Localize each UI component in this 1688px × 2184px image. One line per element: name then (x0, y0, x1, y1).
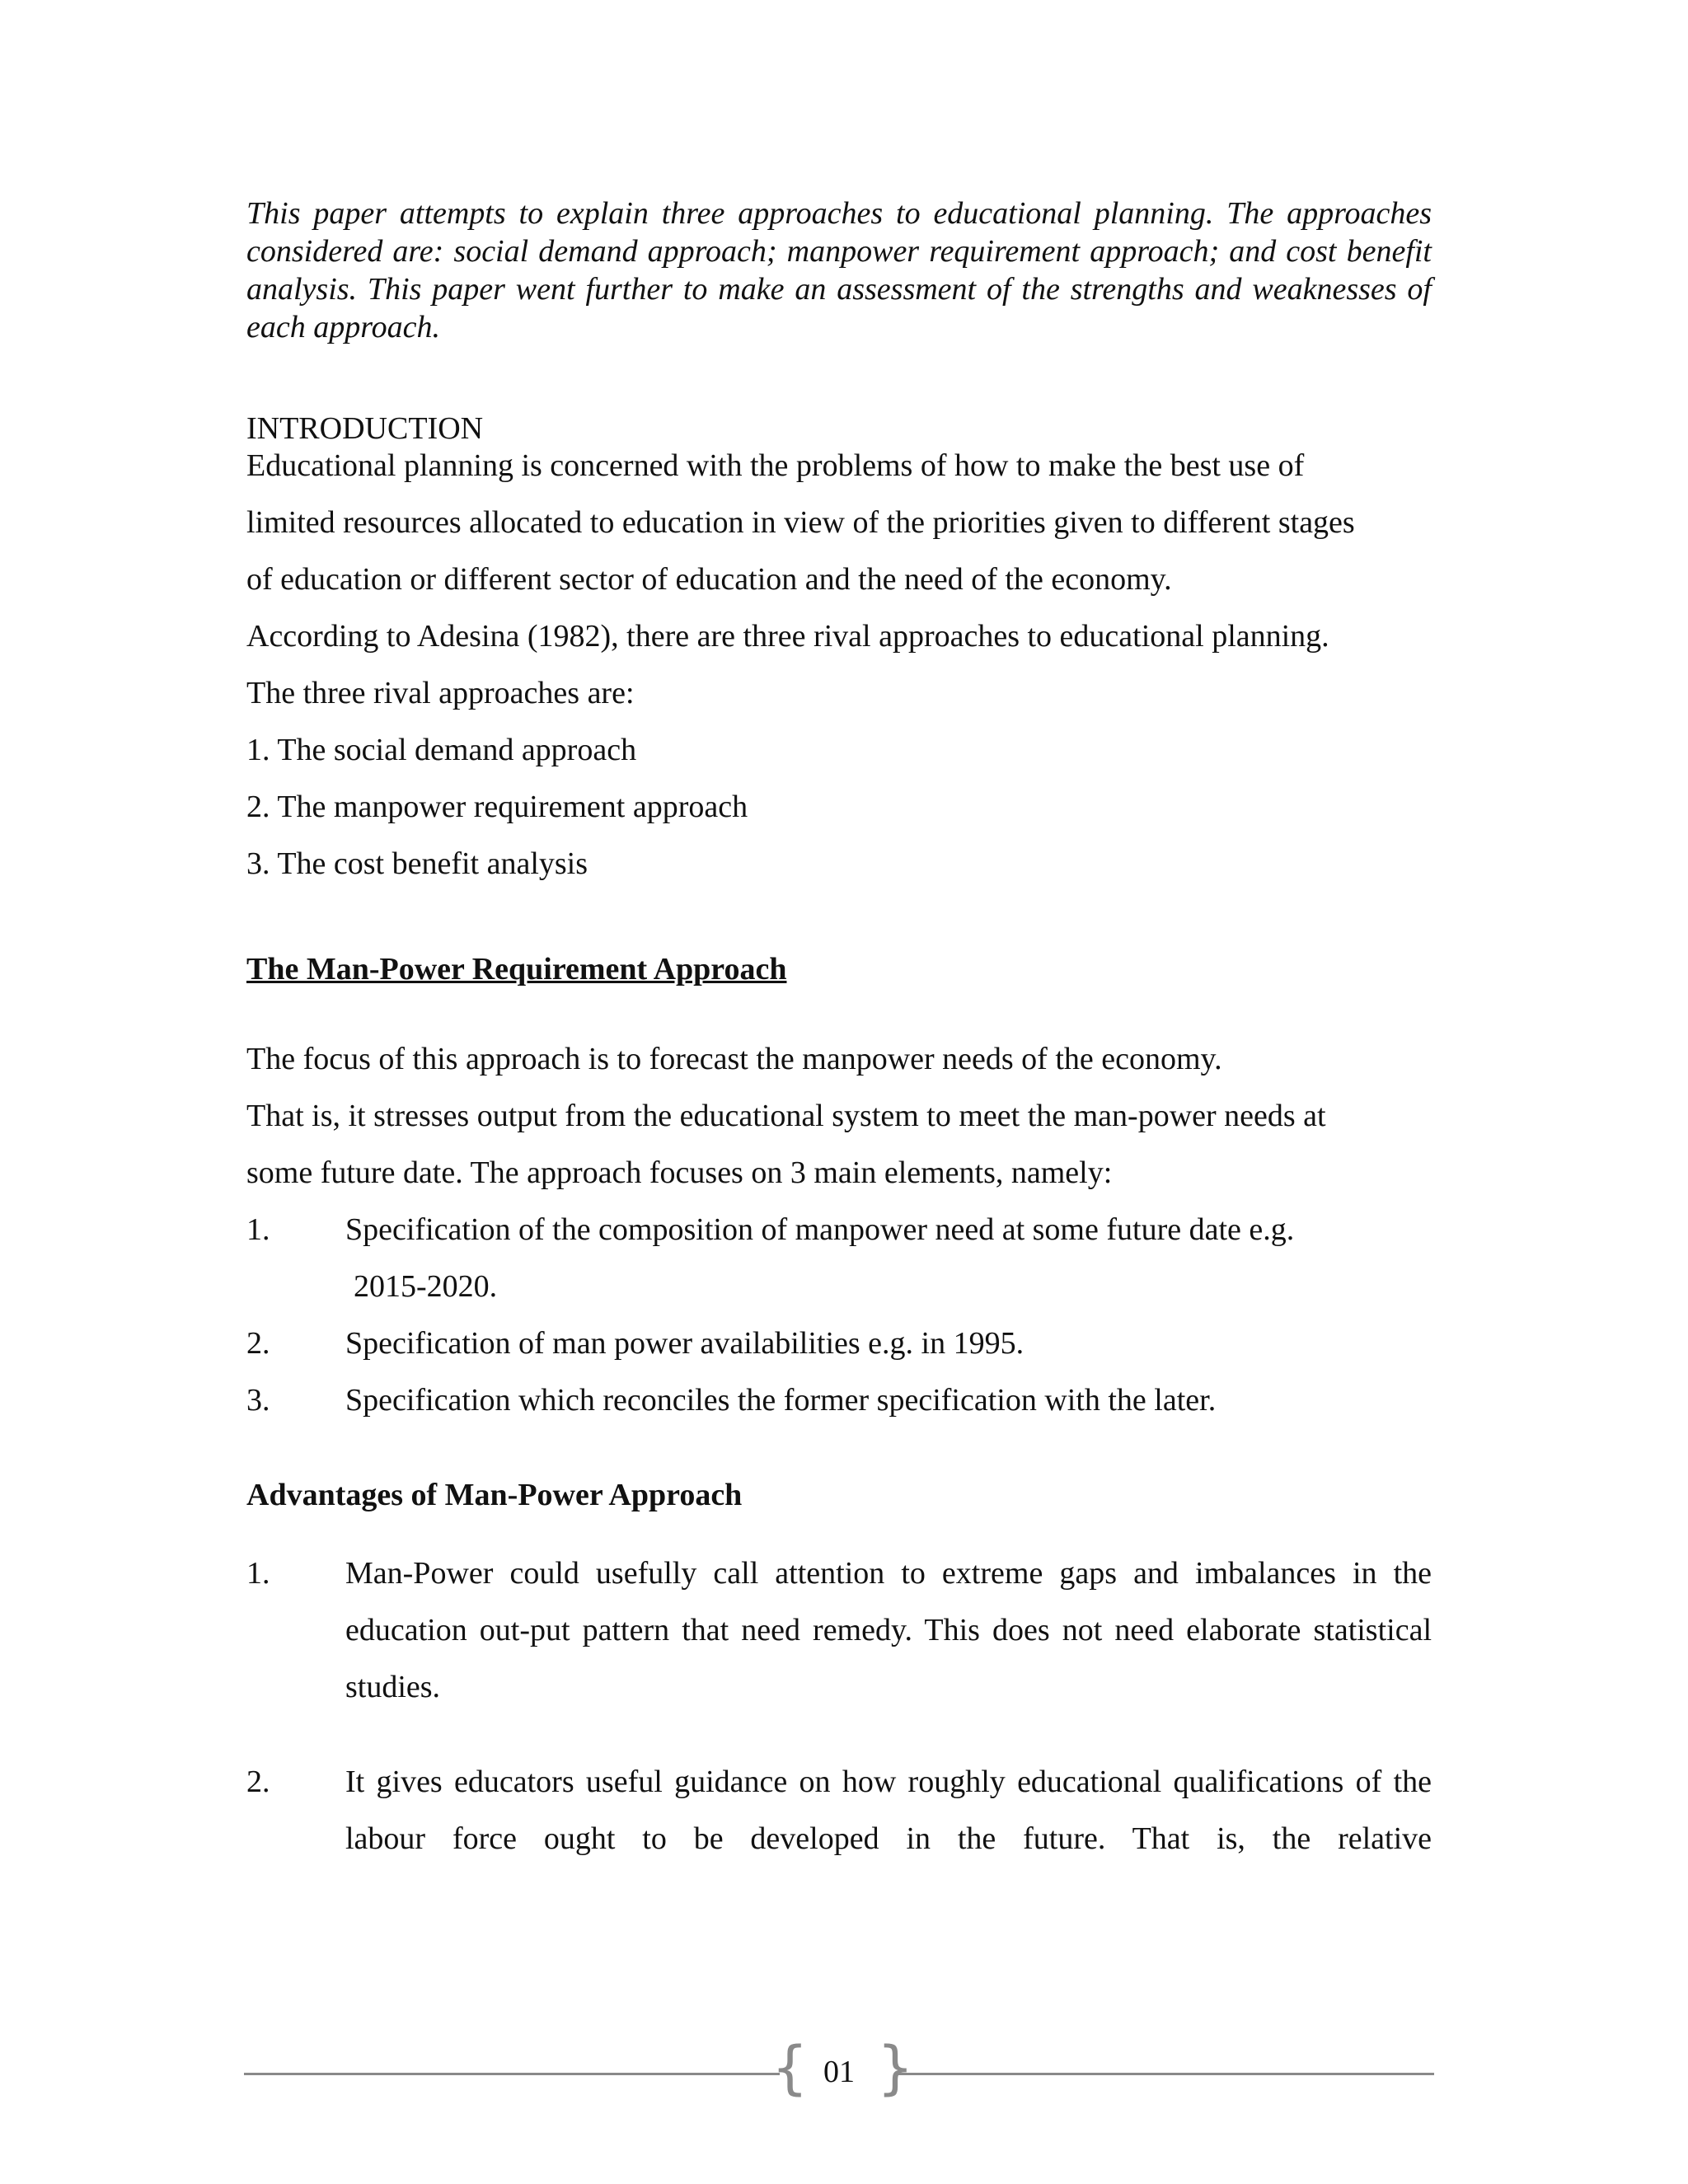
list-text: Specification of the composition of manpower need at some future date e.g. (345, 1212, 1295, 1247)
footer-rule-left (244, 2073, 780, 2075)
advantages-list (246, 1545, 1432, 1868)
document-page (246, 194, 1432, 1868)
list-item (246, 1372, 1432, 1429)
list-item (246, 1315, 1432, 1372)
manpower-section-intro (246, 1031, 1432, 1202)
introduction-line: of education or different sector of education and the need of the economy. (246, 562, 1172, 597)
manpower-intro-line: The focus of this approach is to forecast the manpower needs of the economy. (246, 1042, 1222, 1076)
manpower-intro-line: some future date. The approach focuses on 3 main elements, namely: (246, 1155, 1113, 1190)
introduction-heading: INTRODUCTION (246, 411, 484, 446)
approach-list-item: 1. The social demand approach (246, 733, 637, 767)
list-number: 1. (246, 1212, 270, 1247)
list-number: 3. (246, 1383, 270, 1418)
list-item (246, 1754, 1432, 1868)
approach-list-item: 3. The cost benefit analysis (246, 846, 588, 881)
list-number: 2. (246, 1765, 270, 1799)
introduction-line: Educational planning is concerned with the problems of how to make the best use of (246, 448, 1305, 483)
page-number: 01 (823, 2055, 855, 2089)
left-brace-icon: { (771, 2034, 809, 2102)
advantages-heading: Advantages of Man-Power Approach (246, 1478, 743, 1512)
list-text: Specification which reconciles the former specification with the later. (345, 1383, 1217, 1418)
approach-list-item: 2. The manpower requirement approach (246, 790, 748, 824)
manpower-section-title: The Man-Power Requirement Approach (246, 952, 787, 987)
list-text-continuation: 2015-2020. (354, 1269, 498, 1304)
abstract-paragraph: This paper attempts to explain three approaches to educational planning. The approaches considered are: social demand approach; manpower requirement approach; and cost benefit analysis. This paper went further to make an assessment of the strengths and weaknesses of each approach. (246, 196, 1432, 344)
footer-rule-right (898, 2073, 1434, 2075)
introduction-line: The three rival approaches are: (246, 676, 635, 710)
list-text: Man-Power could usefully call attention to extreme gaps and imbalances in the education out-put pattern that need remedy. This does not need elaborate statistical studies. (345, 1556, 1432, 1704)
list-text: Specification of man power availabilities e.g. in 1995. (345, 1326, 1025, 1361)
introduction-line: limited resources allocated to education in view of the priorities given to different stages (246, 505, 1355, 540)
right-brace-icon: } (877, 2034, 914, 2102)
introduction-line: According to Adesina (1982), there are three rival approaches to educational planning. (246, 619, 1329, 654)
manpower-intro-line: That is, it stresses output from the educational system to meet the man-power needs at (246, 1099, 1326, 1133)
list-text: It gives educators useful guidance on how roughly educational qualifications of the labour force ought to be developed in the future. That is, the relative (345, 1765, 1432, 1856)
list-number: 1. (246, 1556, 270, 1591)
manpower-elements-list (246, 1202, 1432, 1429)
introduction-body (246, 438, 1432, 893)
list-number: 2. (246, 1326, 270, 1361)
list-item (246, 1545, 1432, 1716)
list-item (246, 1202, 1432, 1315)
page-footer (244, 2034, 1434, 2106)
